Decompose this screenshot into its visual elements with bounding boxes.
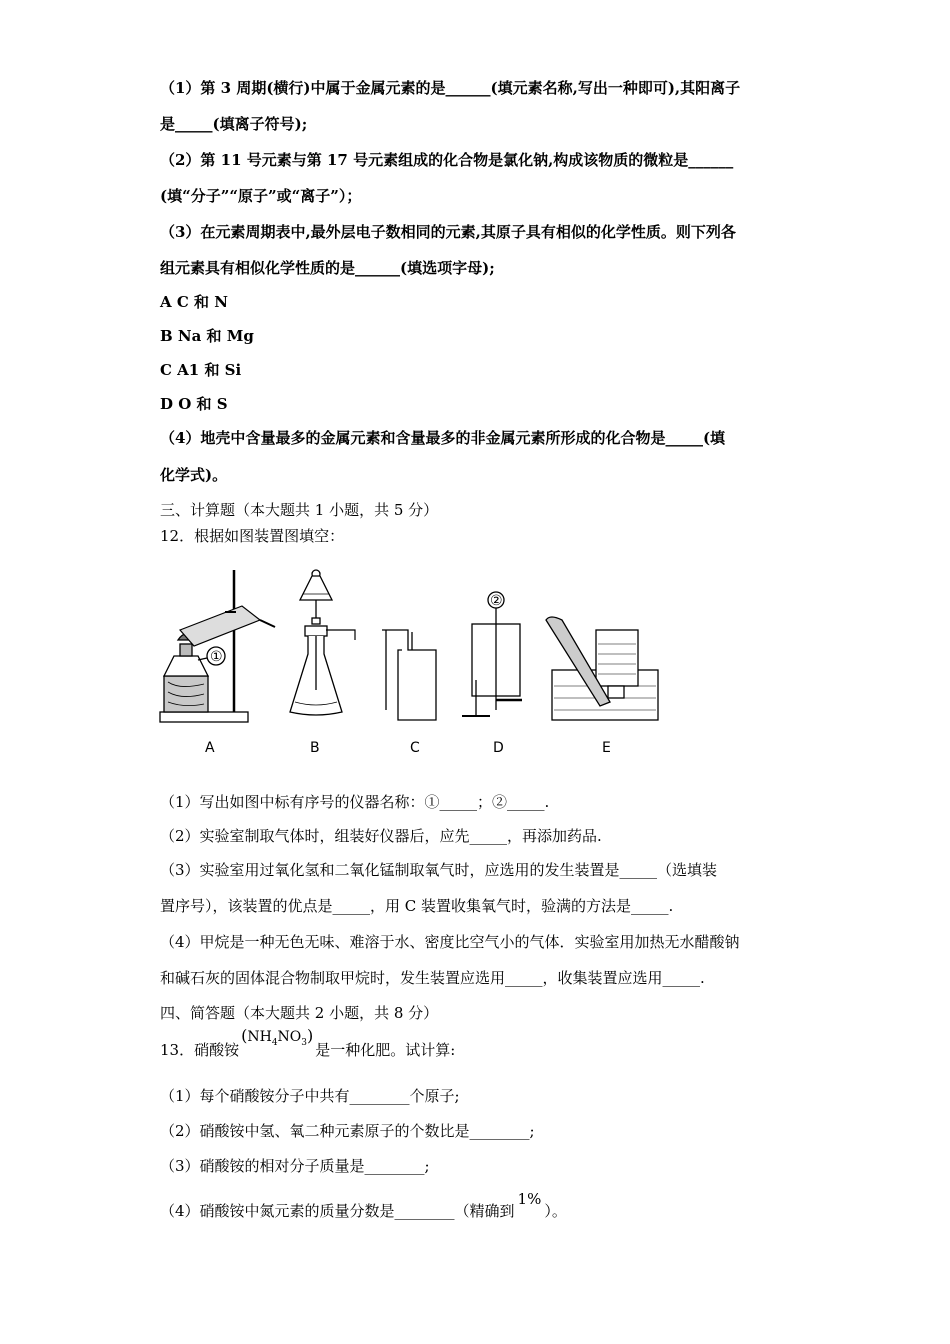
option-b: B Na 和 Mg	[160, 327, 254, 345]
q-line-1: （1）第 3 周期(横行)中属于金属元素的是______(填元素名称,写出一种即可),其阳离子	[160, 79, 741, 97]
apparatus-figure	[150, 560, 670, 765]
apparatus-c	[382, 630, 436, 720]
q-line-5: （3）在元素周期表中,最外层电子数相同的元素,其原子具有相似的化学性质。则下列各	[160, 223, 736, 241]
formula-nh: NH	[247, 1029, 272, 1045]
q13-suffix: 是一种化肥。试计算:	[315, 1041, 456, 1059]
formula-open: (	[241, 1026, 248, 1045]
q13-part-2: （2）硝酸铵中氢、氧二种元素原子的个数比是________;	[160, 1122, 535, 1140]
apparatus-a-marker: ①	[210, 649, 223, 665]
label-b: B	[310, 740, 320, 756]
question-13-title	[160, 1026, 456, 1067]
formula-nh4no3	[239, 1026, 315, 1048]
label-e: E	[602, 740, 611, 756]
q12-part-4a: （4）甲烷是一种无色无味、难溶于水、密度比空气小的气体．实验室用加热无水醋酸钠	[160, 933, 740, 951]
section-3-heading: 三、计算题（本大题共 1 小题，共 5 分）	[160, 501, 439, 519]
apparatus-labels	[205, 740, 611, 756]
q12-part-2: （2）实验室制取气体时，组装好仪器后，应先_____，再添加药品.	[160, 827, 602, 845]
q-line-3: （2）第 11 号元素与第 17 号元素组成的化合物是氯化钠,构成该物质的微粒是______	[160, 151, 734, 169]
section-4-heading: 四、简答题（本大题共 2 小题，共 8 分）	[160, 1004, 439, 1022]
q12-part-1: （1）写出如图中标有序号的仪器名称：①_____；②_____.	[160, 793, 550, 811]
formula-4: 4	[271, 1037, 278, 1048]
label-a: A	[205, 740, 215, 756]
apparatus-d-marker: ②	[490, 593, 503, 609]
q-line-4: (填“分子”“原子”或“离子”）；	[160, 187, 362, 205]
formula-close: )	[307, 1026, 314, 1045]
precision-percent: 1%	[517, 1190, 542, 1208]
apparatus-b	[290, 570, 355, 715]
apparatus-e	[546, 617, 658, 720]
option-c: C A1 和 Si	[160, 361, 242, 379]
q-line-11: （4）地壳中含量最多的金属元素和含量最多的非金属元素所形成的化合物是_____(填	[160, 429, 726, 447]
q12-part-4b: 和碱石灰的固体混合物制取甲烷时，发生装置应选用_____，收集装置应选用_____.	[160, 969, 705, 987]
formula-3: 3	[301, 1037, 308, 1048]
formula-no: NO	[277, 1029, 302, 1045]
q13-part-3: （3）硝酸铵的相对分子质量是________;	[160, 1157, 430, 1175]
q13-part-1: （1）每个硝酸铵分子中共有________个原子;	[160, 1087, 460, 1105]
q13-part-4-end: ）。	[544, 1202, 567, 1220]
option-d: D O 和 S	[160, 395, 228, 413]
q13-part-4	[160, 1190, 567, 1221]
apparatus-d	[462, 592, 522, 716]
apparatus-a	[160, 570, 275, 722]
q-line-6: 组元素具有相似化学性质的是______(填选项字母);	[160, 259, 495, 277]
option-a: A C 和 N	[160, 293, 228, 311]
q-line-12: 化学式)。	[160, 466, 228, 484]
q12-part-3a: （3）实验室用过氧化氢和二氧化锰制取氧气时，应选用的发生装置是_____（选填装	[160, 861, 718, 879]
question-12-title: 12．根据如图装置图填空：	[160, 527, 345, 545]
q13-prefix: 13．硝酸铵	[160, 1041, 240, 1059]
label-d: D	[493, 740, 504, 756]
q12-part-3b: 置序号），该装置的优点是_____，用 C 装置收集氧气时，验满的方法是_____.	[160, 897, 674, 915]
q-line-2: 是_____(填离子符号);	[160, 115, 308, 133]
label-c: C	[410, 740, 420, 756]
q13-part-4-text: （4）硝酸铵中氮元素的质量分数是________（精确到	[160, 1202, 515, 1220]
